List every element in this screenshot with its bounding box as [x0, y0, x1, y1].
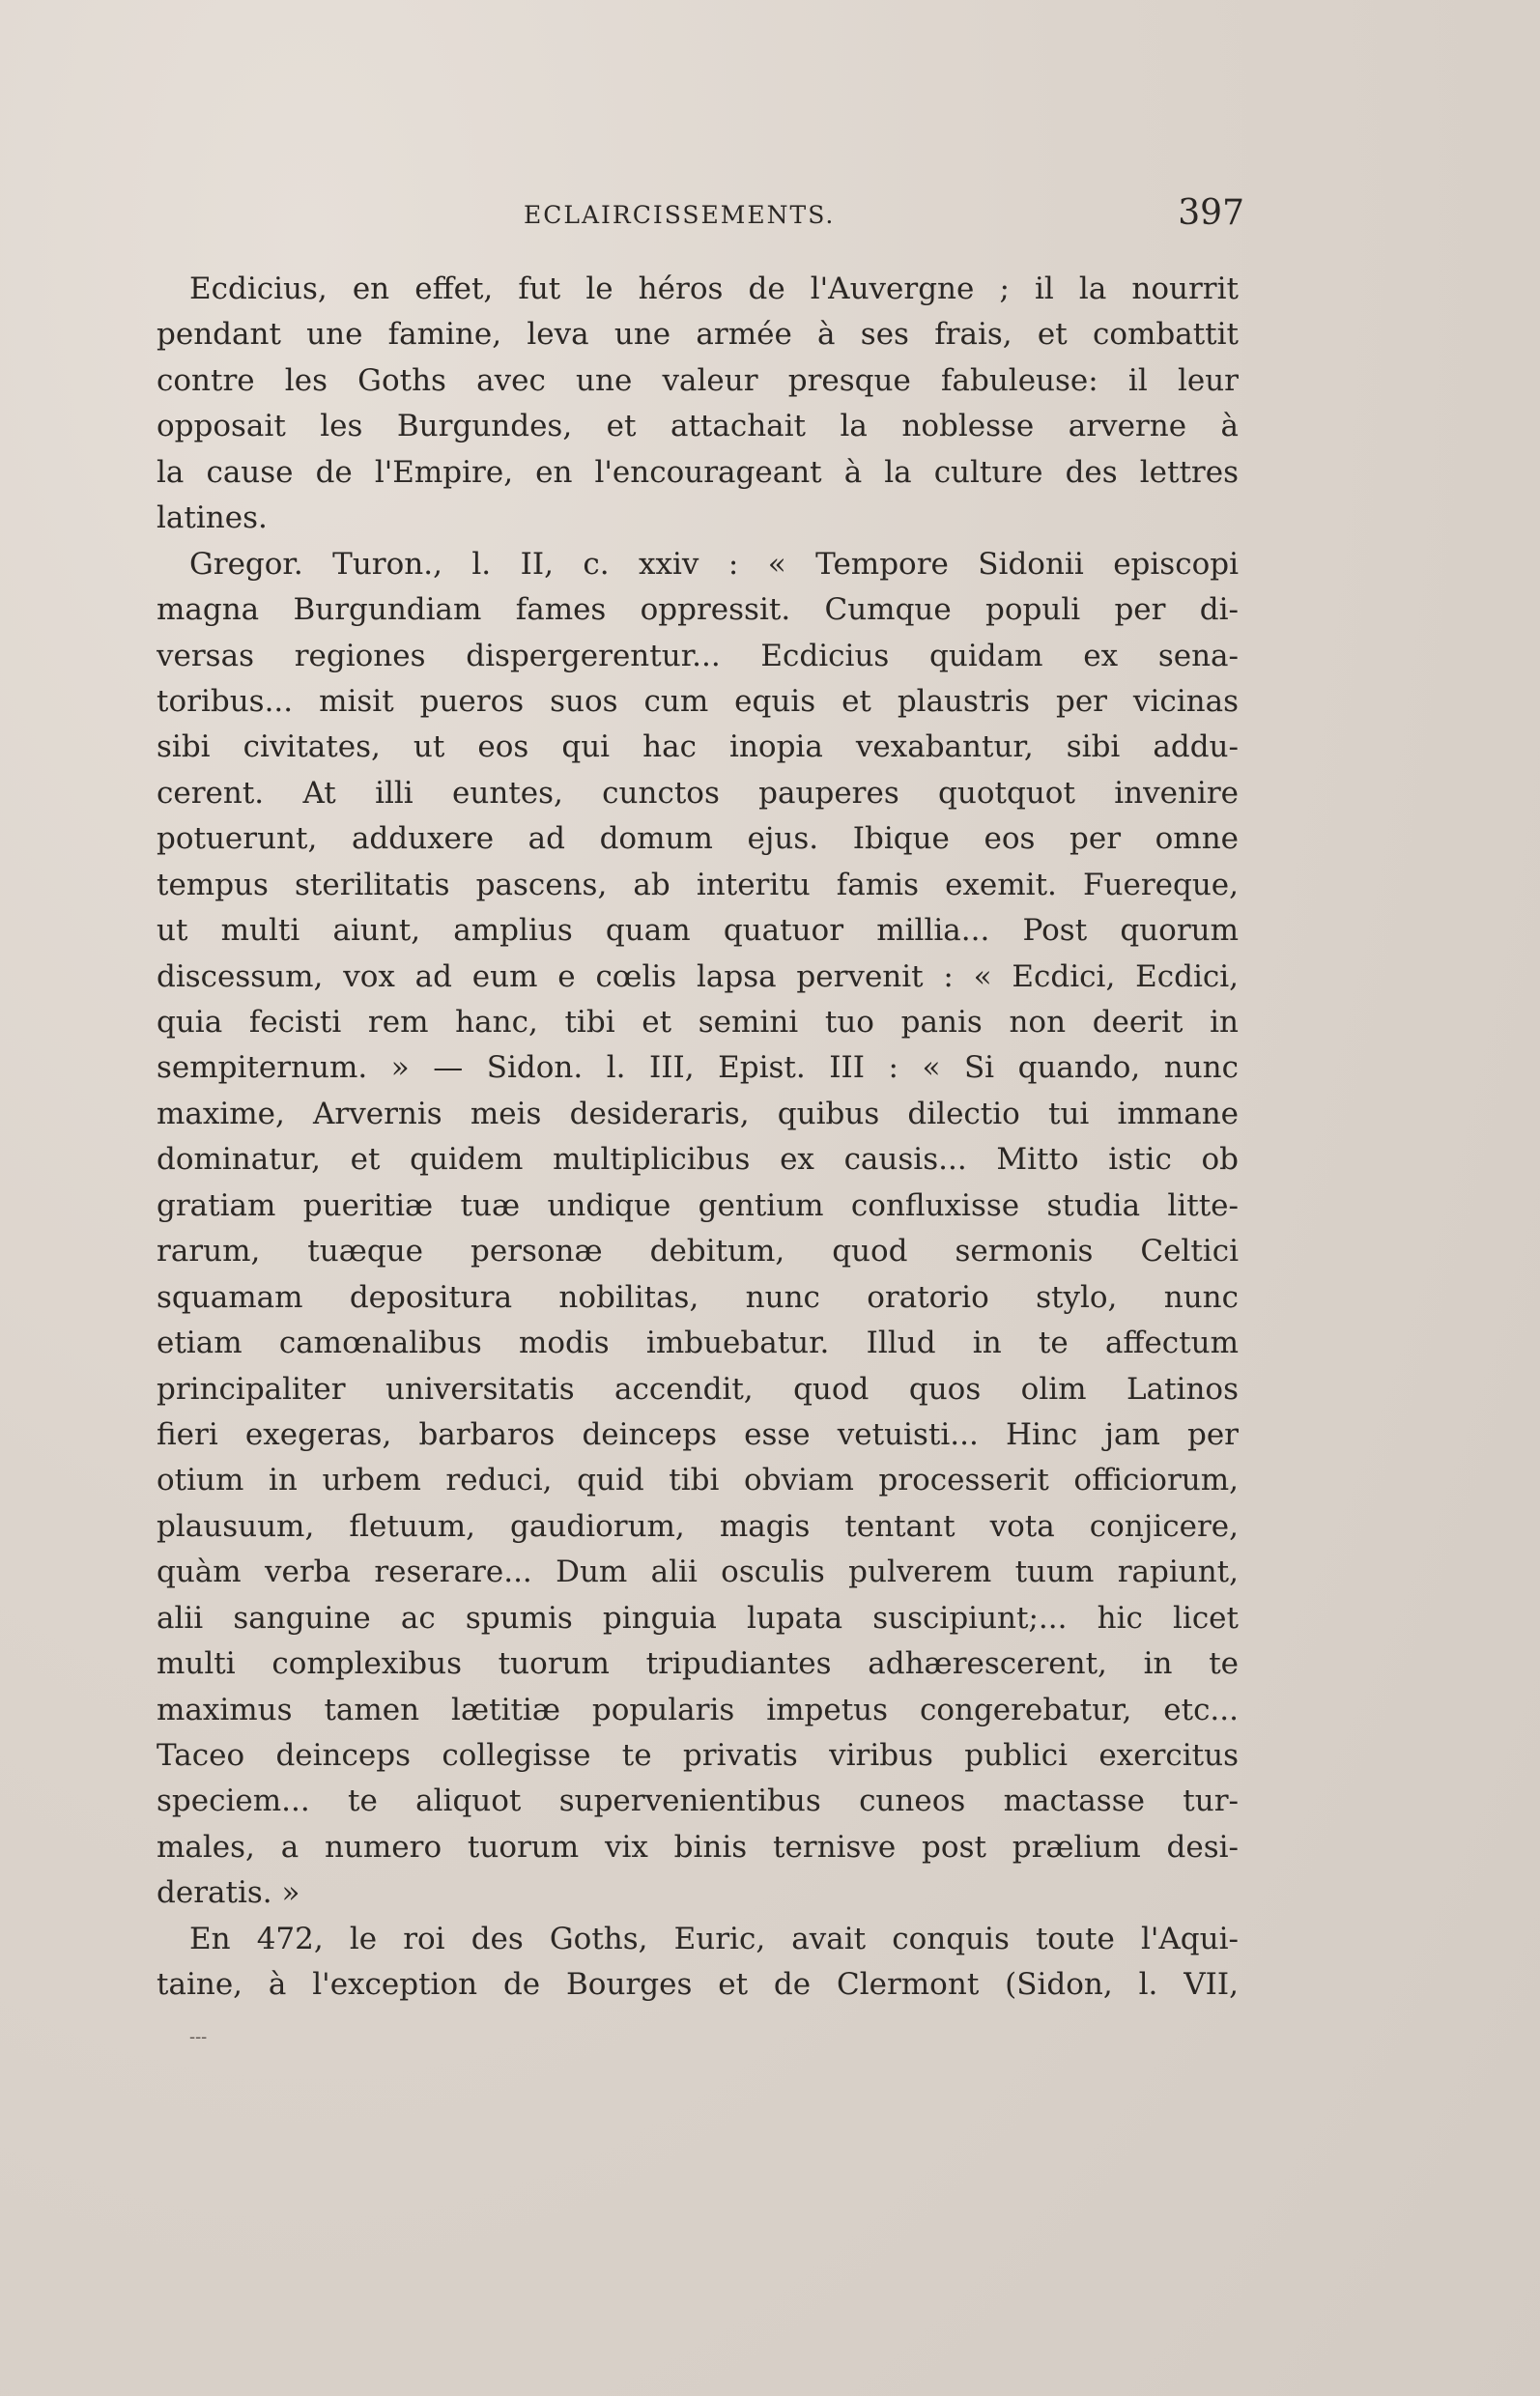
page-number: 397 — [1178, 193, 1244, 233]
text-line: principaliter universitatis accendit, quod quos olim Latinos — [157, 1371, 1239, 1407]
text-line: maximus tamen lætitiæ popularis impetus congerebatur, etc... — [157, 1692, 1239, 1727]
text-line: En 472, le roi des Goths, Euric, avait conquis toute l'Aqui- — [189, 1921, 1239, 1956]
text-line: sibi civitates, ut eos qui hac inopia vexabantur, sibi addu- — [157, 729, 1239, 765]
text-line: speciem... te aliquot supervenientibus cuneos mactasse tur- — [157, 1783, 1239, 1819]
text-line: taine, à l'exception de Bourges et de Clermont (Sidon, l. VII, — [157, 1967, 1239, 2003]
text-line: latines. — [157, 500, 268, 536]
text-line: males, a numero tuorum vix binis ternisve post prælium desi- — [157, 1829, 1239, 1865]
text-line: Taceo deinceps collegisse te privatis viribus publici exercitus — [157, 1738, 1239, 1773]
text-line: toribus... misit pueros suos cum equis et plaustris per vicinas — [157, 683, 1239, 719]
text-line: otium in urbem reduci, quid tibi obviam processerit officiorum, — [157, 1463, 1239, 1498]
text-line: plausuum, fletuum, gaudiorum, magis tentant vota conjicere, — [157, 1508, 1239, 1544]
text-line: fieri exegeras, barbaros deinceps esse vetuisti... Hinc jam per — [157, 1416, 1239, 1452]
text-line: contre les Goths avec une valeur presque fabuleuse: il leur — [157, 362, 1239, 398]
text-line: deratis. » — [157, 1875, 300, 1911]
text-line: gratiam pueritiæ tuæ undique gentium confluxisse studia litte- — [157, 1187, 1239, 1223]
text-line: versas regiones dispergerentur... Ecdicius quidam ex sena- — [157, 638, 1239, 673]
text-line: quàm verba reserare... Dum alii osculis pulverem tuum rapiunt, — [157, 1555, 1239, 1590]
text-line: potuerunt, adduxere ad domum ejus. Ibique eos per omne — [157, 821, 1239, 857]
text-line: ut multi aiunt, amplius quam quatuor millia... Post quorum — [157, 913, 1239, 949]
text-line: discessum, vox ad eum e cœlis lapsa pervenit : « Ecdici, Ecdici, — [157, 958, 1239, 994]
text-line: Ecdicius, en effet, fut le héros de l'Auvergne ; il la nourrit — [189, 271, 1239, 306]
text-line: sempiternum. » — Sidon. l. III, Epist. III : « Si quando, nunc — [157, 1050, 1239, 1086]
text-line: squamam depositura nobilitas, nunc oratorio stylo, nunc — [157, 1279, 1239, 1315]
page-header — [157, 193, 1244, 240]
footer-mark: --- — [189, 2027, 208, 2047]
text-line: quia fecisti rem hanc, tibi et semini tuo panis non deerit in — [157, 1005, 1239, 1040]
text-line: Gregor. Turon., l. II, c. xxiv : « Tempore Sidonii episcopi — [189, 546, 1239, 582]
text-line: multi complexibus tuorum tripudiantes adhærescerent, in te — [157, 1646, 1239, 1682]
text-line: la cause de l'Empire, en l'encourageant à la culture des lettres — [157, 454, 1239, 490]
text-line: tempus sterilitatis pascens, ab interitu famis exemit. Fuereque, — [157, 867, 1239, 902]
text-line: rarum, tuæque personæ debitum, quod sermonis Celtici — [157, 1234, 1239, 1269]
text-line: etiam camœnalibus modis imbuebatur. Illud in te affectum — [157, 1326, 1239, 1361]
text-line: maxime, Arvernis meis desideraris, quibus dilectio tui immane — [157, 1096, 1239, 1131]
text-line: pendant une famine, leva une armée à ses frais, et combattit — [157, 317, 1239, 353]
text-line: cerent. At illi euntes, cunctos pauperes quotquot invenire — [157, 775, 1239, 811]
body-text — [157, 267, 1239, 2009]
text-line: opposait les Burgundes, et attachait la noblesse arverne à — [157, 409, 1239, 444]
text-line: magna Burgundiam fames oppressit. Cumque populi per di- — [157, 592, 1239, 628]
text-line: dominatur, et quidem multiplicibus ex causis... Mitto istic ob — [157, 1142, 1239, 1178]
text-line: alii sanguine ac spumis pinguia lupata suscipiunt;... hic licet — [157, 1600, 1239, 1636]
running-head: ECLAIRCISSEMENTS. — [524, 201, 836, 229]
